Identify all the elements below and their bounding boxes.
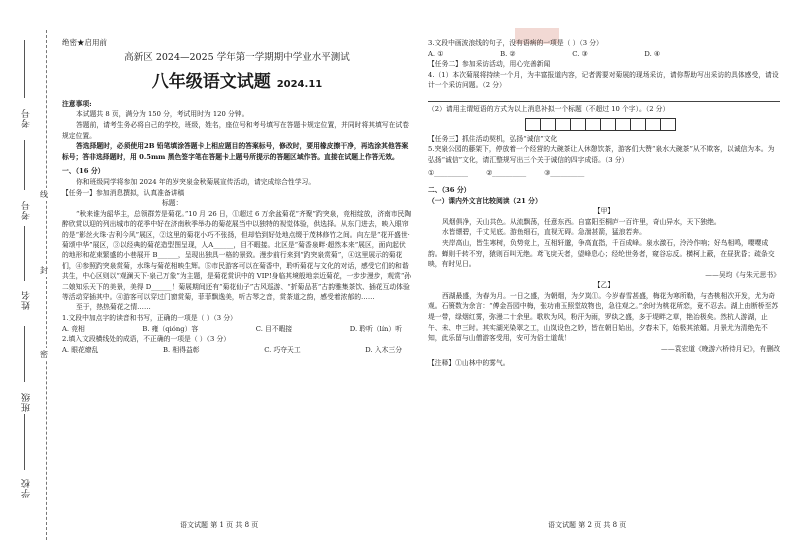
option-d: D. 聆听（lín）听 <box>349 324 402 333</box>
option-c: C. ③ <box>572 49 588 58</box>
question-2-options <box>62 345 412 356</box>
option-d: D. 入木三分 <box>365 345 402 354</box>
grid-cell <box>615 118 631 131</box>
seal-word-feng: 封 <box>40 266 48 275</box>
grid-cell <box>540 118 556 131</box>
note-item: 答题前，请考生务必将自己的学校，班级，姓名，座位号和考号填写在答题卡规定位置，并同时将其填写在试卷规定位置。 <box>62 120 410 140</box>
question-3: 3.文段中画波浪线的句子，没有语病的一项是（ ）（3 分） <box>428 39 603 47</box>
seal-word-mi: 密 <box>40 350 48 359</box>
page-one <box>62 38 412 355</box>
note-item: 本试题共 8 页，满分为 150 分，考试用时为 120 分钟。 <box>76 110 249 119</box>
margin-label-kaohao: 考号 <box>22 108 32 128</box>
blank-2: ②__________ <box>486 169 527 178</box>
section-two-heading: 二、（36 分） <box>428 185 471 194</box>
paper-title <box>62 72 412 93</box>
margin-blank <box>24 414 25 470</box>
margin-blank <box>24 140 25 190</box>
seal-word-xian: 线 <box>40 190 48 199</box>
exam-name: 高新区 2024—2025 学年第一学期期中学业水平测试 <box>124 51 350 63</box>
title-date: 2024.11 <box>276 79 323 91</box>
option-d: D. ④ <box>644 49 660 58</box>
grid-cell <box>525 118 541 131</box>
grid-cell <box>630 118 646 131</box>
passage-jia-label: 【甲】 <box>593 207 615 216</box>
title-text: 八年级语文试题 <box>151 72 271 93</box>
answer-line <box>428 91 780 102</box>
margin-blank <box>24 226 25 281</box>
question-5: 5.突泉公园的藤架下，停放着一个经营的大碗茶让人休憩饮茶，游客们大赞“泉水大碗茶”从不欺客，以诚信为本。为弘扬“诚信”文化，请汇整规写出三个关于诚信的四字成语。（3 分） <box>428 145 775 164</box>
option-a: A. 竞相 <box>62 324 85 333</box>
grid-cell <box>585 118 601 131</box>
question-4-part-2: （2）请用主谓短语的方式为以上消息补拟一个标题（不超过 10 个字）。（2 分） <box>428 104 670 113</box>
margin-blank <box>24 40 25 98</box>
binding-margin <box>0 0 60 558</box>
blank-1: ①__________ <box>428 169 469 178</box>
option-b: B. ② <box>500 49 516 58</box>
margin-label-kaohao-2: 考号 <box>22 200 32 220</box>
passage-yi-label: 【乙】 <box>593 281 615 290</box>
grid-cell <box>600 118 616 131</box>
question-5-blanks <box>428 168 780 179</box>
section-one-heading: 一、（16 分） <box>62 167 105 176</box>
news-passage-end: 至于，热热菊花之情…… <box>76 303 151 312</box>
notes-heading: 注意事项: <box>62 99 92 108</box>
page-one-footer: 语文试题 第 1 页 共 8 页 <box>180 521 259 529</box>
activity-intro: 你和班级同学将参加 2024 年的岁突泉金秋菊展宣传活动，请完成综合性学习。 <box>76 177 316 186</box>
passage-jia-para: 夹岸高山，皆生寒树，负势竞上，互相轩邈，争高直指，千百成峰。泉水激石，泠泠作响；好鸟相鸣，嘤嘤成韵。蝉则千转不穷，猿则百叫无绝。鸢飞戾天者，望峰息心；经纶世务者，窥谷忘反。横柯上蔽，在昼犹昏；疏条交映，有时见日。 <box>428 238 775 269</box>
option-c: C. 巧夺天工 <box>264 345 301 354</box>
task-two-heading: 【任务二】参加采访活动，用心完善新闻 <box>428 60 551 69</box>
question-2: 2.填入文段横线处的成语，不正确的一项是（ ）（3 分） <box>62 335 231 344</box>
grid-cell <box>570 118 586 131</box>
news-passage: “秋来谁为韶华主，总领群芳是菊花。”10 月 26 日，①超过 6 万余盆菊花“齐聚”趵突泉，竞相绽放，济南市民陶醉欣赏以迎的列出城市的花季中好在济南秋季举办的菊花展当中以独特的视觉体验，供选择。从东门进去，映入眼帘的是“影丝火珠·吉利今风”展区，②这里的菊花小巧不张扬，但却恰到好处地点缀于茂林修竹之间。向左是“花开盛世·菊颂中华”展区，③以经典的菊花造型图呈现，人A______，目不暇接。北区是“菊香泉畔·超然本来”展区，面向起伏的地形和花束繁盛的小巷展开 B______，呈现出独具一格的景致。漫步前行来到“趵突泉赏菊”，④这里展示的菊花们，④参照趵突泉赏菊，水珠与菊花相映生辉。⑤市民游客可以在菊香中，聆听菊花与文化的对话，感受它们的和谐共生，中心区则以“观澜天下·泉己万象”为主题，是菊花赏识中的 VIP!身临其境般地亲近菊花，一步步漫步，观赏“孙二娘知乐天下的美景，美得 D______！菊展期间还有“菊花仙子”古风巡游、“折菊品茗”古韵雅集茶饮、插花互动体验等活动穿插其中。④游客可以穿过门窗赏菊，菲菲飘逸美，听古琴之音，赏茶道之韵，感受着浓郁的…… <box>62 209 412 301</box>
option-c: C. 目不暇接 <box>255 324 293 333</box>
question-1: 1.文段中加点字的读音和书写，正确的一项是（ ）（3 分） <box>62 313 237 322</box>
grid-cell <box>645 118 661 131</box>
margin-blank <box>24 326 25 382</box>
confidential-mark: 绝密★启用前 <box>62 38 107 47</box>
blank-3: ③__________ <box>544 169 585 178</box>
question-1-options <box>62 324 412 335</box>
margin-label-name: 姓名 <box>22 290 32 310</box>
option-a: A. 眼花缭乱 <box>62 345 99 354</box>
passage-yi-source: ——袁宏道《晚游六桥待月记》，有删改 <box>661 344 780 353</box>
page-two <box>428 38 780 369</box>
margin-label-school: 学校 <box>22 478 32 498</box>
page-two-footer: 语文试题 第 2 页 共 8 页 <box>548 521 627 529</box>
task-three-heading: 【任务三】抓住活动契机，弘扬“诚信”文化 <box>428 134 558 143</box>
answer-grid <box>526 118 780 131</box>
task-one-heading: 【任务一】参加消息撰拟，认真准备讲稿 <box>62 188 185 197</box>
passage-jia-para: 水皆缥碧，千丈见底。游鱼细石，直视无碍。急湍甚箭，猛浪若奔。 <box>442 228 646 237</box>
seal-line <box>46 30 47 540</box>
option-b: B. 雍（qióng）容 <box>142 324 199 333</box>
option-a: A. ① <box>428 49 444 58</box>
passage-yi-text: 西湖最盛，为春为月。一日之盛，为朝烟，为夕岚①。今岁春雪甚盛，梅花为寒所勒，与杏桃相次开发，尤为奇观。石篑数为余言：“傅金吾园中梅，张功甫玉照堂故物也，急往观之。”余时为桃花所恋，竟不忍去。湖上由断桥至苏堤一带，绿烟红雾，弥漫二十余里。歌吹为风，粉汗为雨，罗纨之盛，多于堤畔之草，艳冶极矣。然杭人游湖，止午、未、申三时。其实湖光染翠之工，山岚设色之妙，皆在朝日始出，夕舂未下，始极其浓媚。月景尤为清绝先不知，此乐留与山僧游客受用，安可为俗士道哉！ <box>428 291 779 343</box>
annotation-note: 【注释】①山林中的雾气。 <box>428 359 510 368</box>
title-prompt: 标题： <box>162 199 183 208</box>
passage-jia-source: ——吴均《与朱元思书》 <box>705 270 780 279</box>
note-item: 答选择题时，必须使用2B 铅笔填涂答题卡上相应题目的答案标号，修改时，要用橡皮擦干净，再选涂其他答案标号；答非选择题时，用 0.5mm 黑色签字笔在答题卡上题号所提示的答题区域作答。直接在试题上作答无效。 <box>62 142 409 161</box>
option-b: B. 相得益彰 <box>163 345 200 354</box>
reading-heading: （一）课内外文言比较阅读（21 分） <box>428 196 542 205</box>
passage-jia-para: 风烟俱净，天山共色。从流飘荡，任意东西。自富阳至桐庐一百许里，奇山异水，天下独绝。 <box>442 217 721 226</box>
question-3-options <box>428 49 780 60</box>
grid-cell <box>555 118 571 131</box>
margin-label-class: 班级 <box>22 392 32 412</box>
question-4-part-1: 4.（1）本次菊展将持续一个月，为丰富报道内容，记者需要对菊展的现场采访，请你帮助写出采访的具体感受，请设计一个采访问题。（2 分） <box>428 70 779 90</box>
grid-cell <box>660 118 676 131</box>
